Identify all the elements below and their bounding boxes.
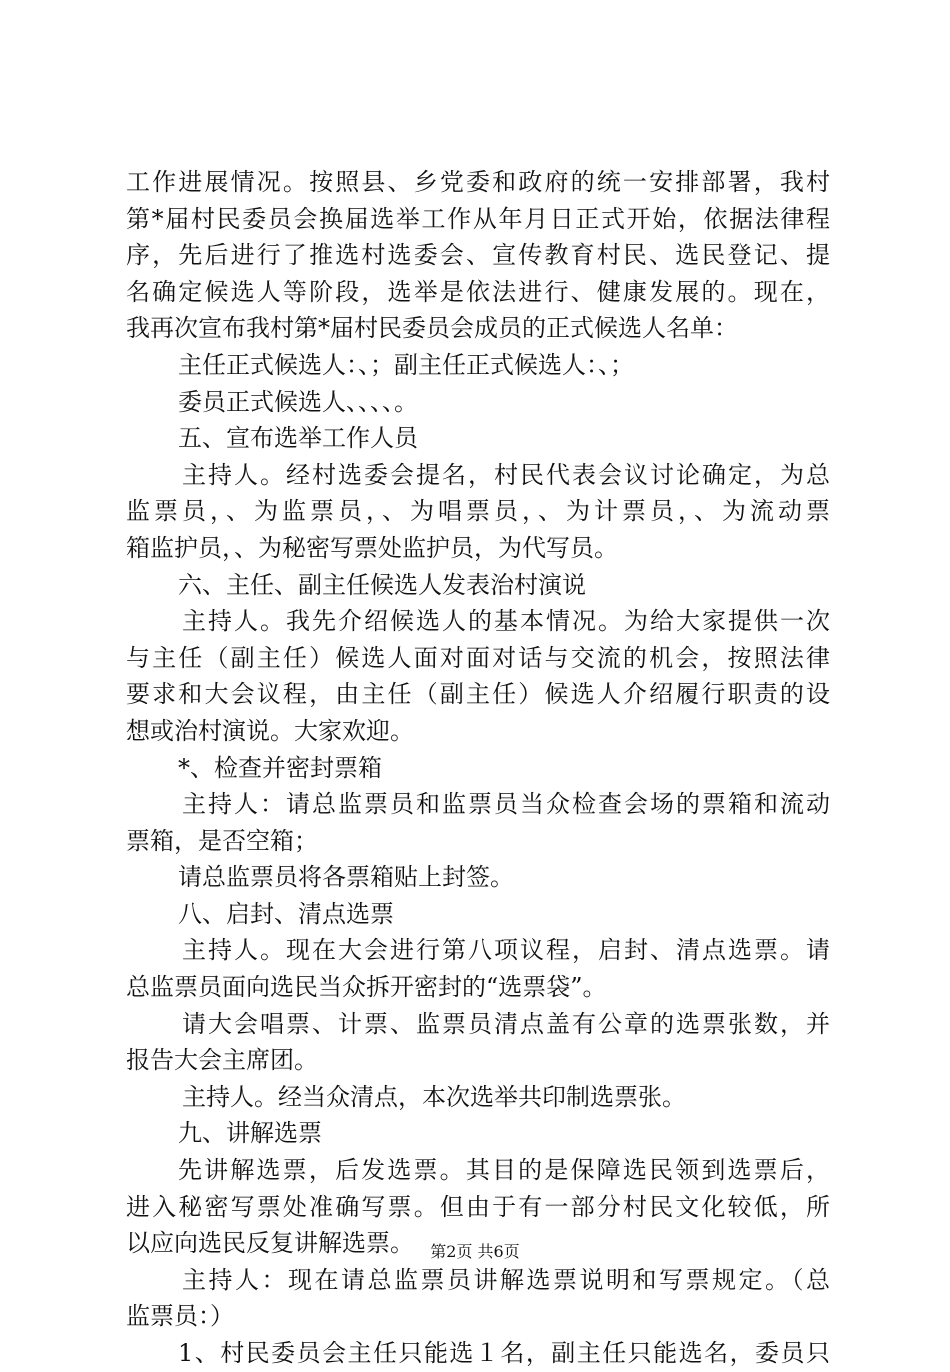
paragraph-line: 我再次宣布我村第*届村民委员会成员的正式候选人名单： — [126, 314, 738, 343]
paragraph-line: 总监票员面向选民当众拆开密封的“选票袋”。 — [126, 973, 607, 1002]
paragraph-line: 主持人：请总监票员和监票员当众检查会场的票箱和流动 — [182, 790, 830, 819]
section-heading: 六、主任、副主任候选人发表治村演说 — [178, 570, 586, 599]
paragraph-line: 主任正式候选人：、；副主任正式候选人：、； — [178, 350, 634, 379]
paragraph-line: 序，先后进行了推选村选委会、宣传教育村民、选民登记、提 — [126, 241, 830, 270]
paragraph-line: 主持人。我先介绍候选人的基本情况。为给大家提供一次 — [182, 607, 830, 636]
paragraph-line: 要求和大会议程，由主任（副主任）候选人介绍履行职责的设 — [126, 680, 830, 709]
paragraph-line: 1、村民委员会主任只能选１名，副主任只能选名，委员只 — [178, 1339, 830, 1367]
paragraph-line: 先讲解选票，后发选票。其目的是保障选民领到选票后， — [178, 1156, 830, 1185]
paragraph-line: 监票员：） — [126, 1302, 234, 1331]
paragraph-line: 委员正式候选人、、、、。 — [178, 387, 418, 416]
paragraph-line: 箱监护员，、为秘密写票处监护员，为代写员。 — [126, 533, 618, 562]
section-heading: *、检查并密封票箱 — [178, 753, 382, 782]
paragraph-line: 想或治村演说。大家欢迎。 — [126, 716, 414, 745]
paragraph-line: 主持人。经当众清点，本次选举共印制选票张。 — [182, 1082, 686, 1111]
paragraph-line: 工作进展情况。按照县、乡党委和政府的统一安排部署，我村 — [126, 168, 830, 196]
paragraph-line: 请大会唱票、计票、监票员清点盖有公章的选票张数，并 — [182, 1009, 830, 1038]
paragraph-line: 名确定候选人等阶段，选举是依法进行、健康发展的。现在， — [126, 277, 830, 306]
document-body — [126, 164, 830, 1372]
paragraph-line: 监票员，、为监票员，、为唱票员，、为计票员，、为流动票 — [126, 497, 830, 526]
page-footer: 第2页 共6页 — [430, 1242, 520, 1261]
paragraph-line: 主持人。现在大会进行第八项议程，启封、清点选票。请 — [182, 936, 830, 965]
paragraph-line: 主持人：现在请总监票员讲解选票说明和写票规定。（总 — [182, 1265, 830, 1294]
paragraph-line: 与主任（副主任）候选人面对面对话与交流的机会，按照法律 — [126, 643, 830, 672]
paragraph-line: 第*届村民委员会换届选举工作从年月日正式开始，依据法律程 — [126, 204, 830, 233]
section-heading: 九、讲解选票 — [178, 1119, 322, 1148]
section-heading: 八、启封、清点选票 — [178, 899, 394, 928]
paragraph-line: 进入秘密写票处准确写票。但由于有一部分村民文化较低，所 — [126, 1192, 830, 1221]
paragraph-line: 请总监票员将各票箱贴上封签。 — [178, 863, 514, 892]
paragraph-line: 报告大会主席团。 — [126, 1046, 318, 1075]
paragraph-line: 以应向选民反复讲解选票。 — [126, 1229, 414, 1258]
paragraph-line: 主持人。经村选委会提名，村民代表会议讨论确定，为总 — [182, 460, 830, 489]
section-heading: 五、宣布选举工作人员 — [178, 424, 418, 453]
paragraph-line: 票箱，是否空箱； — [126, 826, 318, 855]
